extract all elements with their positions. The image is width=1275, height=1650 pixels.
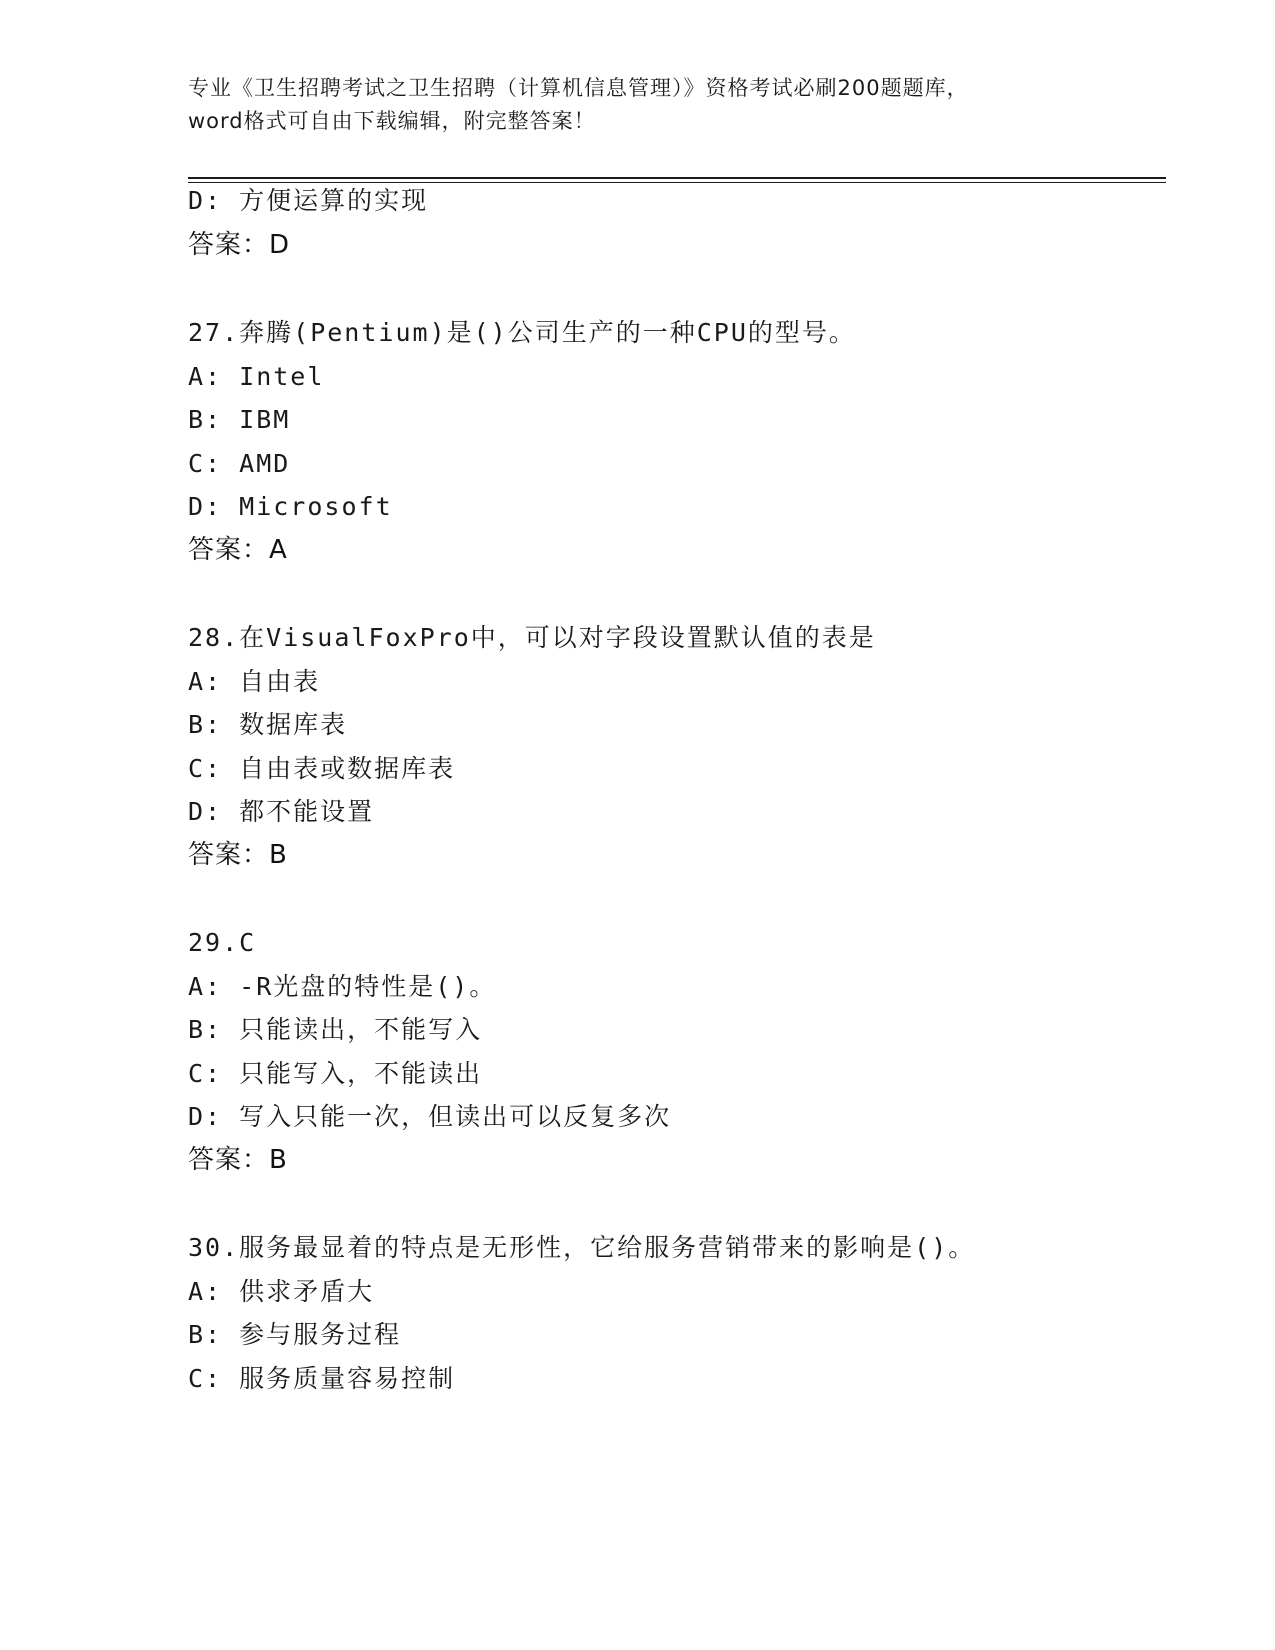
q28-option-c: C: 自由表或数据库表 [188,754,456,783]
q26-answer: 答案：D [188,230,291,260]
header-divider-thin [188,182,1166,183]
q27-option-d: D: Microsoft [188,492,393,521]
q27-option-a: A: Intel [188,362,325,391]
q29-option-a: A: -R光盘的特性是()。 [188,972,497,1001]
q28-option-b: B: 数据库表 [188,710,348,739]
q27-option-b: B: IBM [188,405,291,434]
q29-question: 29.C [188,928,257,957]
q28-option-d: D: 都不能设置 [188,797,375,826]
q30-option-c: C: 服务质量容易控制 [188,1364,456,1393]
header-title-line-2: word格式可自由下载编辑，附完整答案！ [188,109,596,133]
q27-option-c: C: AMD [188,449,291,478]
header-divider-thick [188,177,1166,179]
q29-option-d: D: 写入只能一次，但读出可以反复多次 [188,1102,672,1131]
q28-answer: 答案：B [188,840,288,870]
q29-option-c: C: 只能写入，不能读出 [188,1059,483,1088]
q28-option-a: A: 自由表 [188,667,321,696]
q30-option-a: A: 供求矛盾大 [188,1277,375,1306]
q27-answer: 答案：A [188,535,288,565]
q27-question: 27.奔腾(Pentium)是()公司生产的一种CPU的型号。 [188,318,856,347]
q28-question: 28.在VisualFoxPro中，可以对字段设置默认值的表是 [188,623,876,652]
q29-answer: 答案：B [188,1145,288,1175]
header-title-line-1: 专业《卫生招聘考试之卫生招聘（计算机信息管理）》资格考试必刷200题题库， [188,76,969,100]
q30-question: 30.服务最显着的特点是无形性，它给服务营销带来的影响是()。 [188,1233,976,1262]
q26-option-d: D: 方便运算的实现 [188,186,429,215]
document-header [188,72,1088,138]
q29-option-b: B: 只能读出，不能写入 [188,1015,483,1044]
q30-option-b: B: 参与服务过程 [188,1320,402,1349]
